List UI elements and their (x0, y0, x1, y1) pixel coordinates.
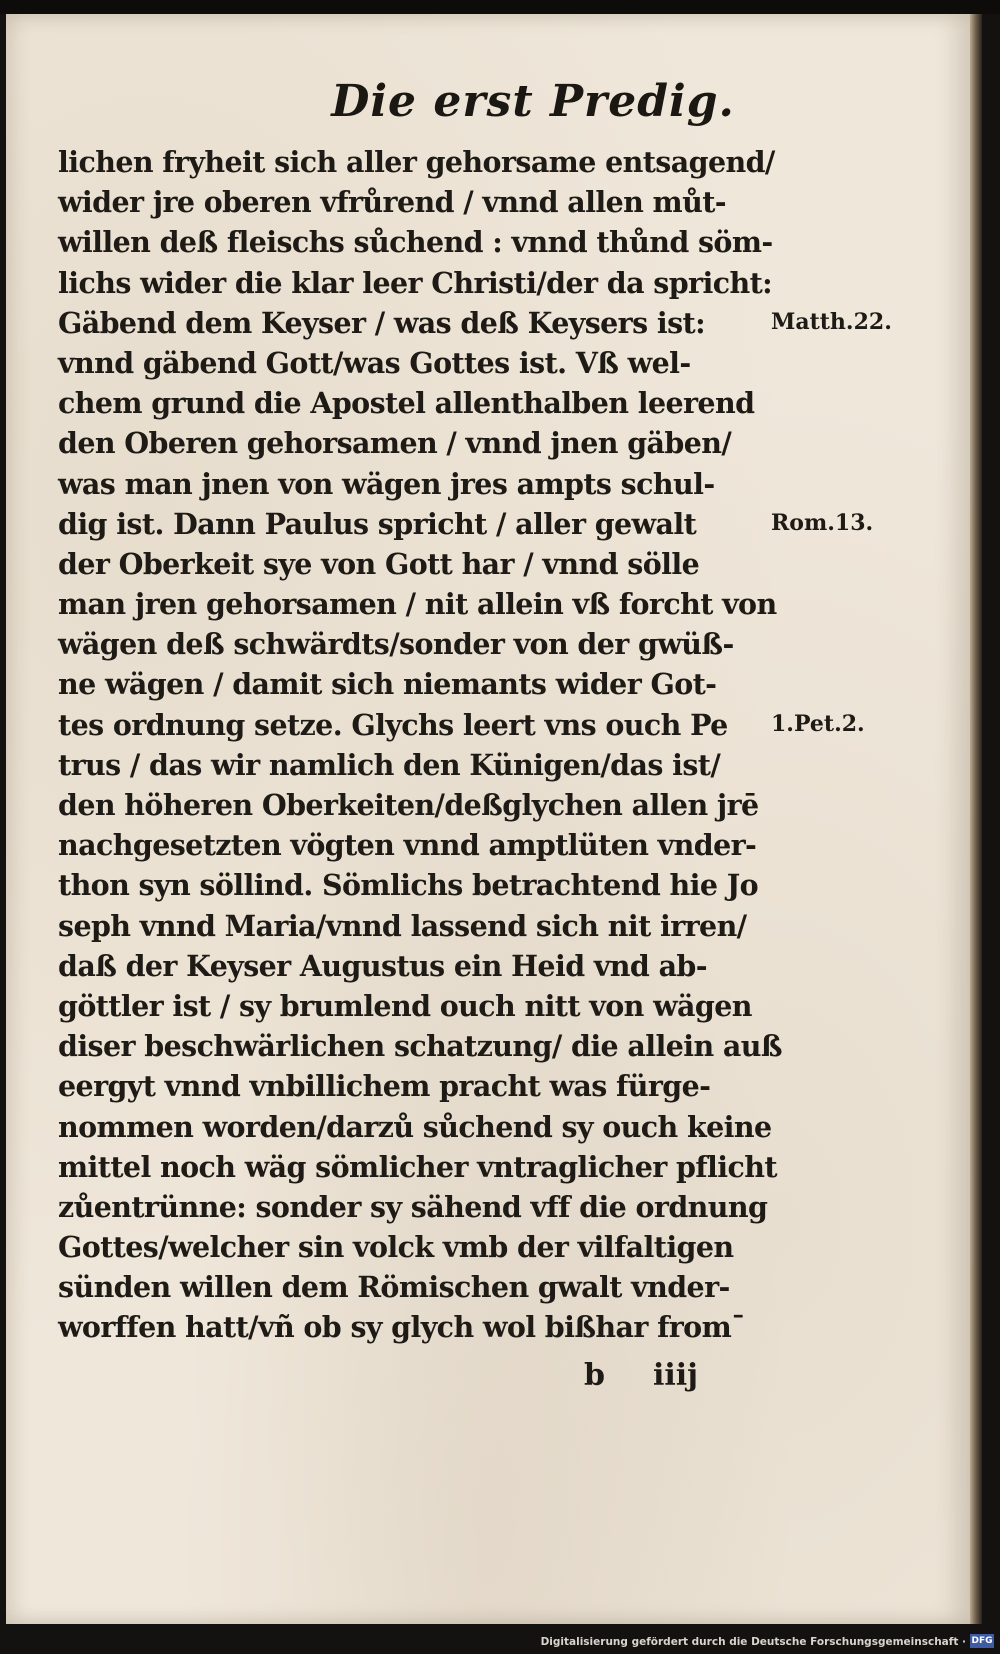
text-line: zůentrünne: sonder sy sähend vff die ordnung (58, 1189, 768, 1224)
margin-note: 1.Pet.2. (771, 710, 865, 737)
footer-credit: Digitalisierung gefördert durch die Deutsche Forschungsgemeinschaft · (540, 1636, 966, 1648)
text-line: dig ist. Dann Paulus spricht / aller gewalt (58, 506, 697, 541)
text-line: vnnd gäbend Gott/was Gottes ist. Vß wel- (58, 345, 691, 380)
dfg-logo: DFG (971, 1636, 993, 1646)
text-line: eergyt vnnd vnbillichem pracht was fürge- (58, 1069, 711, 1104)
text-line: göttler ist / sy brumlend ouch nitt von wägen (58, 988, 752, 1023)
text-line: nachgesetzten vögten vnnd amptlüten vnder- (58, 828, 757, 863)
text-line: tes ordnung setze. Glychs leert vns ouch Pe (58, 707, 728, 742)
text-line: wägen deß schwärdts/sonder von der gwüß- (58, 627, 734, 662)
text-line: ne wägen / damit sich niemants wider Got- (58, 667, 717, 702)
text-line: der Oberkeit sye von Gott har / vnnd sölle (58, 546, 700, 581)
text-line: lichs wider die klar leer Christi/der da spricht: (58, 265, 773, 300)
text-line: diser beschwärlichen schatzung/ die allein auß (58, 1029, 782, 1064)
signature-letter: b (584, 1358, 605, 1393)
scan-top-border (0, 0, 1000, 14)
text-line: seph vnnd Maria/vnnd lassend sich nit irren/ (58, 908, 747, 943)
text-line: thon syn söllind. Sömlichs betrachtend hie Jo (58, 868, 759, 903)
text-line: was man jnen von wägen jres ampts schul- (58, 466, 715, 501)
signature-mark (584, 1358, 746, 1393)
text-line: den Oberen gehorsamen / vnnd jnen gäben/ (58, 426, 732, 461)
page-edge (970, 14, 982, 1624)
text-line: nommen worden/darzů sůchend sy ouch keine (58, 1109, 772, 1144)
text-line: sünden willen dem Römischen gwalt vnder- (58, 1270, 730, 1305)
text-line: den höheren Oberkeiten/deßglychen allen jrē (58, 788, 759, 822)
text-line: lichen fryheit sich aller gehorsame entsagend/ (58, 145, 775, 179)
book-page (6, 14, 970, 1624)
text-line: wider jre oberen vfrůrend / vnnd allen můt- (58, 185, 727, 220)
text-line: trus / das wir namlich den Künigen/das ist/ (58, 747, 721, 782)
margin-note: Rom.13. (771, 509, 874, 536)
text-line: Gottes/welcher sin volck vmb der vilfaltigen (58, 1230, 734, 1265)
text-line: worffen hatt/vñ ob sy glych wol bißhar fromˉ (58, 1310, 745, 1345)
signature-number: iiij (652, 1358, 699, 1393)
body-text (58, 142, 782, 1348)
text-line: Gäbend dem Keyser / was deß Keysers ist: (58, 305, 706, 340)
running-head (6, 76, 970, 127)
text-line: daß der Keyser Augustus ein Heid vnd ab- (58, 948, 707, 983)
text-line: mittel noch wäg sömlicher vntraglicher pflicht (58, 1149, 777, 1184)
text-line: man jren gehorsamen / nit allein vß forcht von (58, 587, 777, 622)
text-line: chem grund die Apostel allenthalben leerend (58, 386, 755, 421)
margin-note: Matth.22. (771, 308, 892, 335)
text-line: willen deß fleischs sůchend : vnnd thůnd söm- (58, 225, 773, 260)
running-head-text: Die erst Predig. (331, 76, 735, 127)
